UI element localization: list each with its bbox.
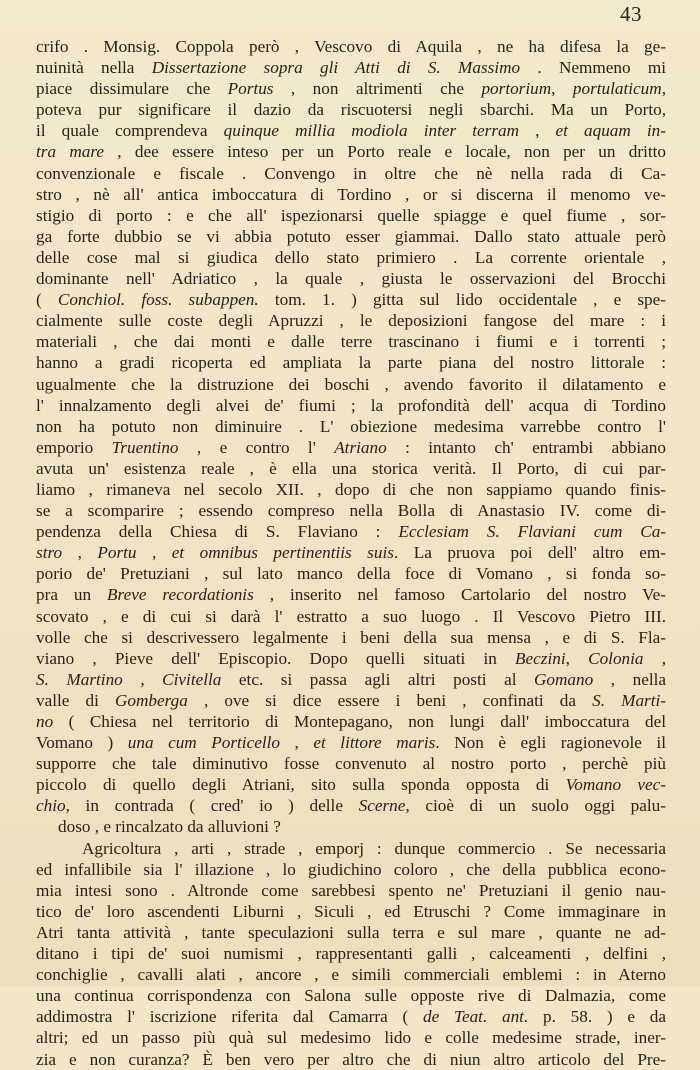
text-line: liamo , rimaneva nel secolo XII. , dopo di che non sappiamo quando finis-	[36, 479, 666, 499]
text-line: scovato , e di cui si darà l' estratto a suo luogo . Il Vescovo Pietro III.	[36, 606, 666, 626]
text-line: no ( Chiesa nel territorio di Montepagano, non lungi dall' imboccatura del	[36, 712, 666, 731]
text-line: delle cose mal si giudica dello stato primiero . La corrente orientale ,	[36, 247, 666, 267]
text-line: l' innalzamento degli alvei de' fiumi ; la profondità dell' acqua di Tordino	[36, 395, 666, 415]
text-line: se a scomparire ; essendo compreso nella Bolla di Anastasio IV. come di-	[36, 501, 666, 521]
text-line: volle che si descrivessero legalmente i beni della sua mensa , e di S. Fla-	[36, 627, 666, 647]
text-line: valle di Gomberga , ove si dice essere i beni , confinati da S. Marti-	[36, 690, 667, 710]
text-line: convenzionale e fiscale . Convengo in oltre che nè nella rada di Ca-	[36, 163, 666, 183]
text-line: pendenza della Chiesa di S. Flaviano : Ecclesiam S. Flaviani cum Ca-	[36, 522, 667, 542]
text-line: zia e non curanza? È ben vero per altro che di niun altro articolo del Pre-	[36, 1049, 666, 1069]
text-line: altri; ed un passo più quà sul medesimo lido e colle medesime strade, iner-	[36, 1028, 666, 1048]
text-line: Atri tanta attività , tante speculazioni sulla terra e sul mare , quante ne ad-	[36, 922, 666, 942]
text-line: mia intesi sono . Altronde come sarebbesi spento ne' Pretuziani il genio nau-	[36, 880, 666, 900]
text-line: chio, in contrada ( cred' io ) delle Scerne, cioè di un suolo oggi palu-	[36, 796, 666, 816]
text-line: tico de' loro ascendenti Liburni , Siculi , ed Etruschi ? Come immaginare in	[36, 901, 666, 921]
text-line: emporio Truentino , e contro l' Atriano : intanto ch' entrambi abbiano	[36, 437, 666, 457]
text-line: ugualmente che la distruzione dei boschi , avendo favorito il dilatamento e	[36, 374, 666, 394]
text-line: cialmente sulle coste degli Apruzzi , le deposizioni fangose del mare : i	[36, 311, 666, 331]
text-line: ( Conchiol. foss. subappen. tom. 1. ) gitta sul lido occidentale , e spe-	[36, 290, 666, 310]
text-line: doso , e rincalzato da alluvioni ?	[58, 817, 281, 837]
text-line: porio de' Pretuziani , sul lato manco della foce di Vomano , si fonda so-	[36, 564, 666, 584]
text-line: ga forte dubbio se vi abbia potuto esser giammai. Dallo stato attuale però	[36, 226, 666, 246]
text-line: stro , Portu , et omnibus pertinentiis suis. La pruova poi dell' altro em-	[36, 543, 667, 563]
text-line: ed infallibile sia l' illazione , lo giudichino coloro , che della pubblica econo-	[36, 859, 666, 879]
text-line: addimostra l' iscrizione riferita dal Camarra ( de Teat. ant. p. 58. ) e da	[36, 1007, 666, 1027]
body-text	[36, 36, 666, 1070]
page-number: 43	[620, 2, 642, 26]
text-line: conchiglie , cavalli alati , ancore , e simili commerciali emblemi : in Aterno	[36, 965, 666, 985]
text-line: pra un Breve recordationis , inserito nel famoso Cartolario del nostro Ve-	[36, 585, 666, 605]
text-line: piace dissimulare che Portus , non altrimenti che portorium, portulaticum,	[36, 79, 666, 99]
text-line: hanno a gradi ricoperta ed ampliata la parte piana del nostro littorale :	[36, 353, 666, 373]
text-line: ditano i tipi de' suoi numismi , rappresentanti galli , calceamenti , delfini ,	[36, 944, 666, 964]
text-line: viano , Pieve dell' Episcopio. Dopo quelli situati in Beczini, Colonia ,	[36, 648, 667, 668]
text-line: dominante nell' Adriatico , la quale , giusta le osservazioni del Brocchi	[36, 269, 666, 289]
text-line: materiali , che dai monti e dalle terre trascinano i fiumi e i torrenti ;	[36, 332, 666, 352]
text-line: stigio di porto : e che all' ispezionarsi quelle spiagge e quel fiume , sor-	[36, 205, 666, 225]
text-line: tra mare , dee essere inteso per un Porto reale e locale, non per un dritto	[36, 142, 667, 162]
text-line: supporre che tale diminutivo fosse convenuto al nostro porto , perchè più	[36, 754, 666, 774]
text-line: Agricoltura , arti , strade , emporj : dunque commercio . Se necessaria	[82, 838, 666, 858]
text-line: S. Martino , Civitella etc. si passa agli altri posti al Gomano , nella	[36, 669, 667, 689]
text-line: Vomano ) una cum Porticello , et littore maris. Non è egli ragionevole il	[36, 733, 667, 753]
text-line: nuinità nella Dissertazione sopra gli Atti di S. Massimo . Nemmeno mi	[36, 58, 666, 78]
text-line: poteva pur significare il dazio da riscuotersi negli sbarchi. Ma un Porto,	[36, 100, 666, 120]
text-line: crifo . Monsig. Coppola però , Vescovo di Aquila , ne ha difesa la ge-	[36, 37, 666, 56]
text-line: non ha potuto non diminuire . L' obiezione medesima varrebbe contro l'	[36, 416, 666, 436]
text-line: il quale comprendeva quinque millia modiola inter terram , et aquam in-	[36, 121, 666, 141]
text-line: una continua corrispondenza con Salona sulle opposte rive di Dalmazia, come	[36, 986, 666, 1006]
text-line: avuta un' esistenza reale , è ella una storica verità. Il Porto, di cui par-	[36, 458, 666, 478]
text-line: piccolo di quello degli Atriani, sito sulla sponda opposta di Vomano vec-	[36, 775, 666, 795]
text-line: stro , nè all' antica imboccatura di Tordino , or si discerna il menomo ve-	[36, 184, 666, 204]
